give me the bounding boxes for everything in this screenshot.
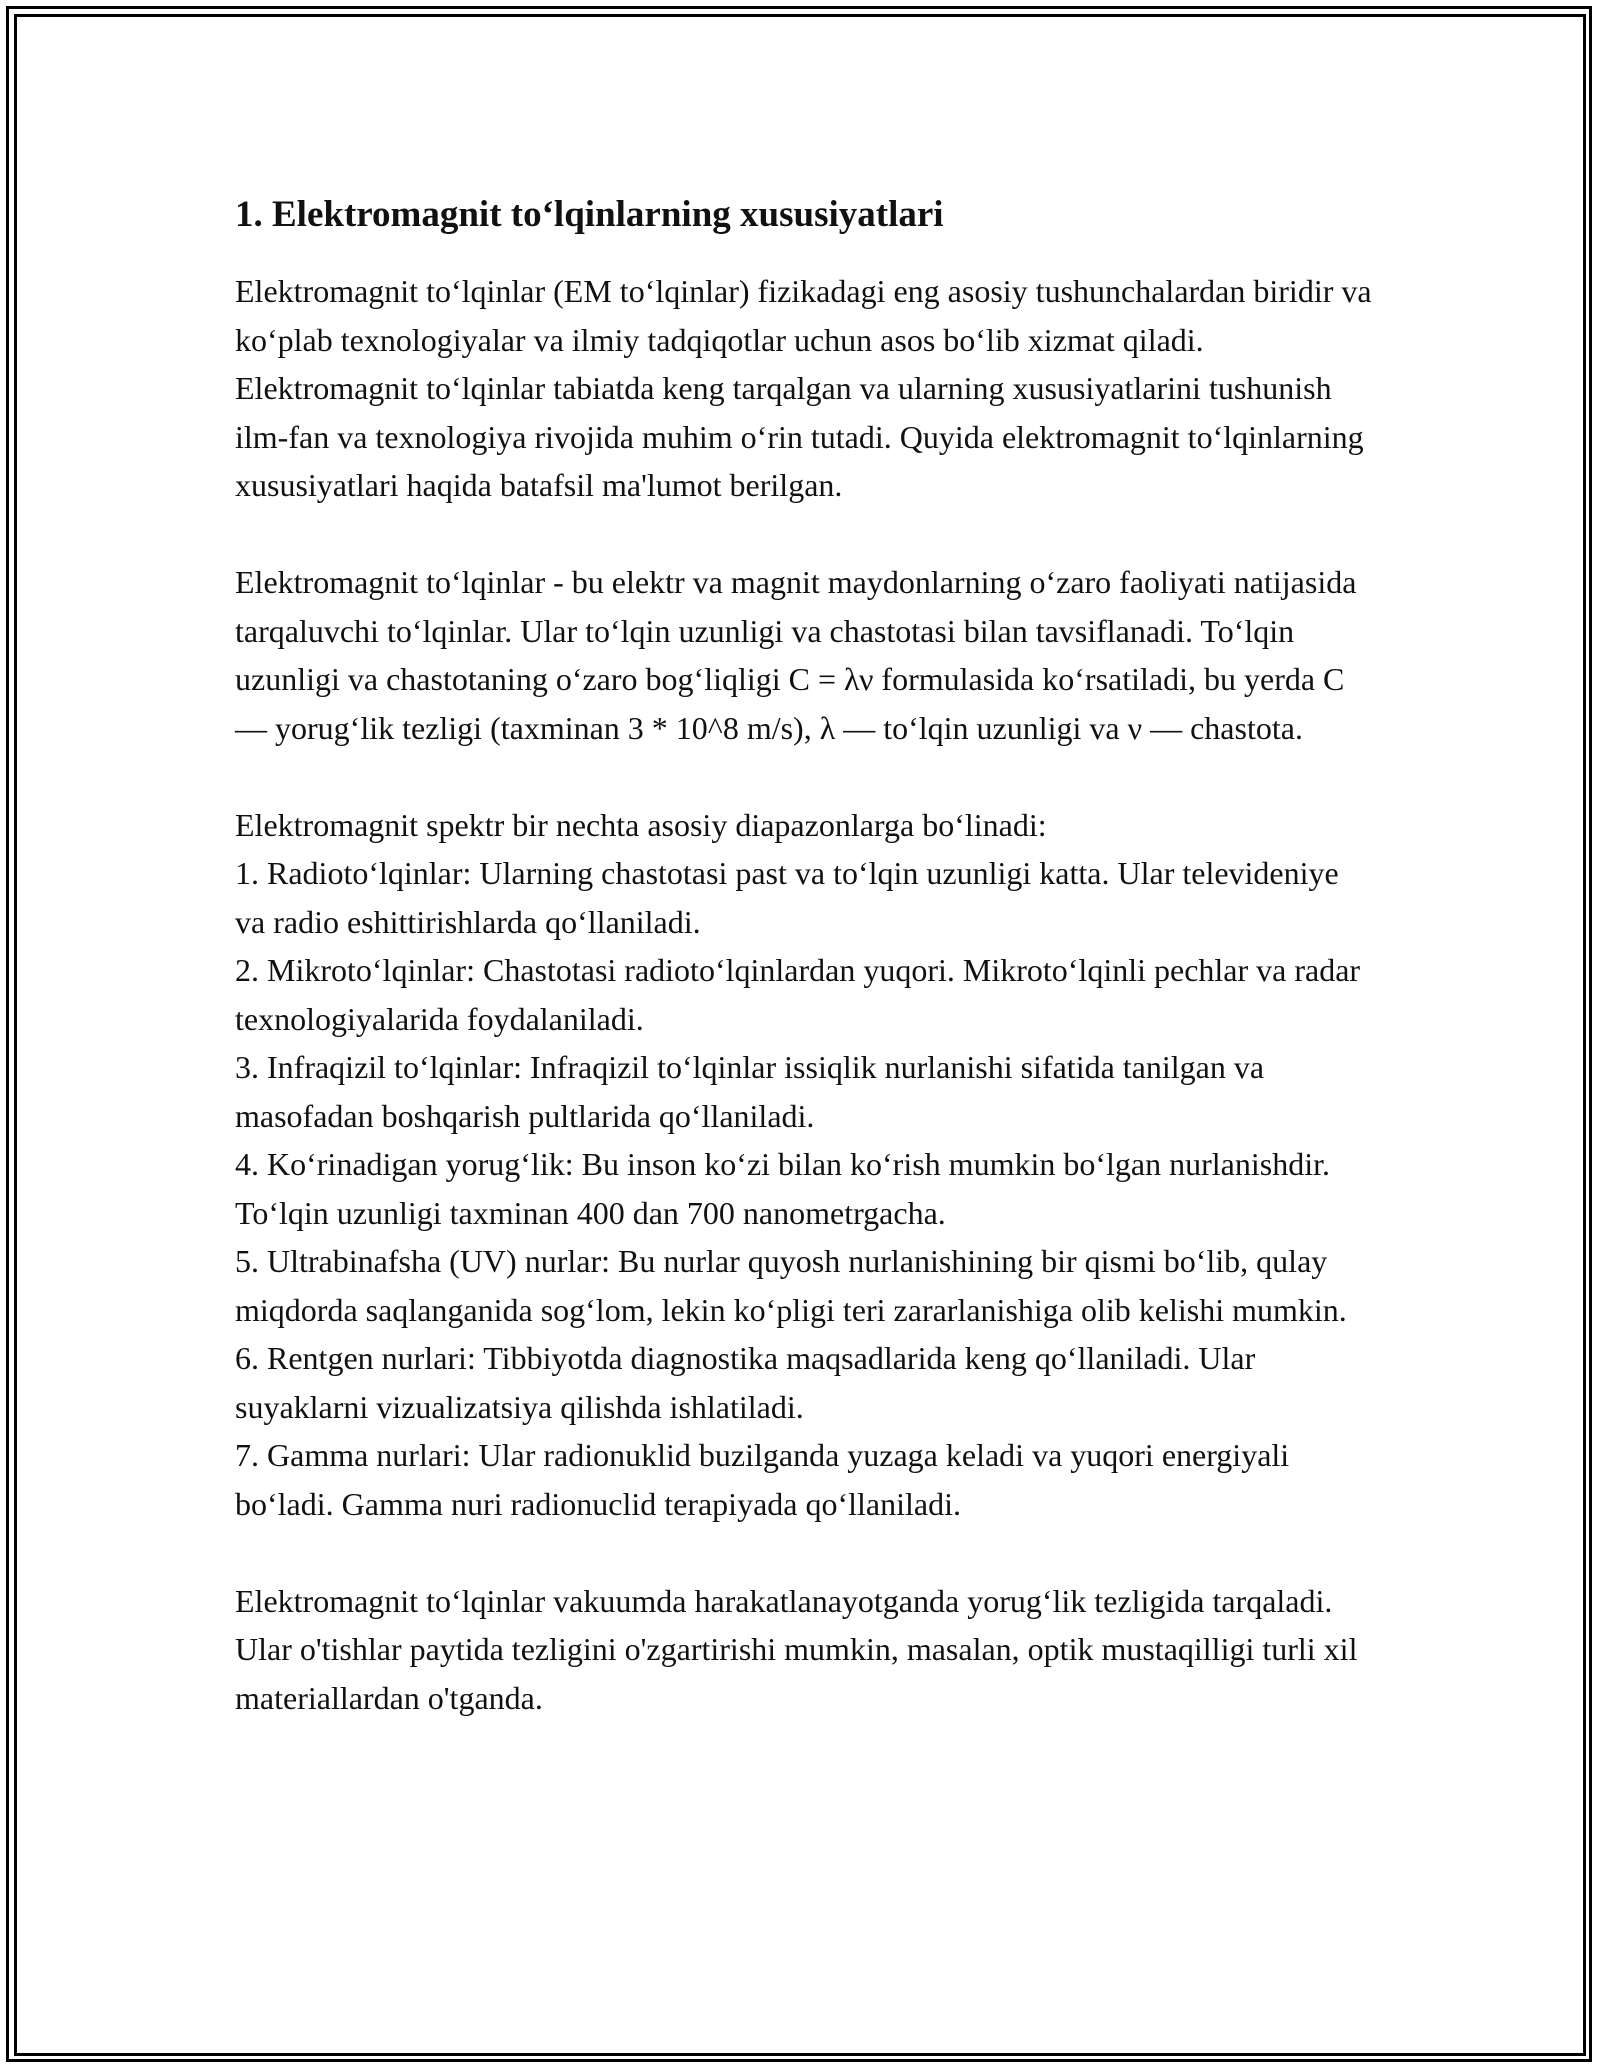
spectrum-list: [235, 849, 1375, 1528]
spectrum-item-microwave: 2. Mikroto‘lqinlar: Chastotasi radioto‘lqinlardan yuqori. Mikroto‘lqinli pechlar va radar texnologiyalarida foydalaniladi.: [235, 952, 1361, 1037]
intro-paragraph: Elektromagnit to‘lqinlar (EM to‘lqinlar) fizikadagi eng asosiy tushunchalardan biridir va ko‘plab texnologiyalar va ilmiy tadqiqotlar uchun asos bo‘lib xizmat qiladi. Elektromagnit to‘lqinlar tabiatda keng tarqalgan va ularning xususiyatlarini tushunish ilm-fan va texnologiya rivojida muhim o‘rin tutadi. Quyida elektromagnit to‘lqinlarning xususiyatlari haqida batafsil ma'lumot berilgan.: [235, 273, 1372, 503]
spectrum-item-ultraviolet: 5. Ultrabinafsha (UV) nurlar: Bu nurlar quyosh nurlanishining bir qismi bo‘lib, qulay miqdorda saqlanganida sog‘lom, lekin ko‘pligi teri zararlanishiga olib kelishi mumkin.: [235, 1243, 1347, 1328]
document-title: 1. Elektromagnit to‘lqinlarning xususiyatlari: [235, 194, 944, 235]
spectrum-item-xray: 6. Rentgen nurlari: Tibbiyotda diagnostika maqsadlarida keng qo‘llaniladi. Ular suyaklarni vizualizatsiya qilishda ishlatiladi.: [235, 1340, 1256, 1425]
definition-paragraph: Elektromagnit to‘lqinlar - bu elektr va magnit maydonlarning o‘zaro faoliyati natijasida tarqaluvchi to‘lqinlar. Ular to‘lqin uzunligi va chastotasi bilan tavsiflanadi. To‘lqin uzunligi va chastotaning o‘zaro bog‘liqligi C = λν formulasida ko‘rsatiladi, bu yerda C — yorug‘lik tezligi (taxminan 3 * 10^8 m/s), λ — to‘lqin uzunligi va ν — chastota.: [235, 564, 1357, 746]
closing-paragraph: Elektromagnit to‘lqinlar vakuumda harakatlanayotganda yorug‘lik tezligida tarqaladi. Ular o'tishlar paytida tezligini o'zgartirishi mumkin, masalan, optik mustaqilligi turli xil materiallardan o'tganda.: [235, 1582, 1358, 1716]
spectrum-item-infrared: 3. Infraqizil to‘lqinlar: Infraqizil to‘lqinlar issiqlik nurlanishi sifatida tanilgan va masofadan boshqarish pultlarida qo‘llaniladi.: [235, 1049, 1265, 1134]
document-body: [235, 185, 1375, 1771]
spectrum-item-gamma: 7. Gamma nurlari: Ular radionuklid buzilganda yuzaga keladi va yuqori energiyali bo‘ladi. Gamma nuri radionuclid terapiyada qo‘llaniladi.: [235, 1437, 1290, 1522]
spectrum-item-visible: 4. Ko‘rinadigan yorug‘lik: Bu inson ko‘zi bilan ko‘rish mumkin bo‘lgan nurlanishdir. To‘lqin uzunligi taxminan 400 dan 700 nanometrgacha.: [235, 1146, 1330, 1231]
spectrum-intro: Elektromagnit spektr bir nechta asosiy diapazonlarga bo‘linadi:: [235, 806, 1047, 843]
spectrum-item-radio: 1. Radioto‘lqinlar: Ularning chastotasi past va to‘lqin uzunligi katta. Ular televideniye va radio eshittirishlarda qo‘llaniladi.: [235, 855, 1339, 940]
